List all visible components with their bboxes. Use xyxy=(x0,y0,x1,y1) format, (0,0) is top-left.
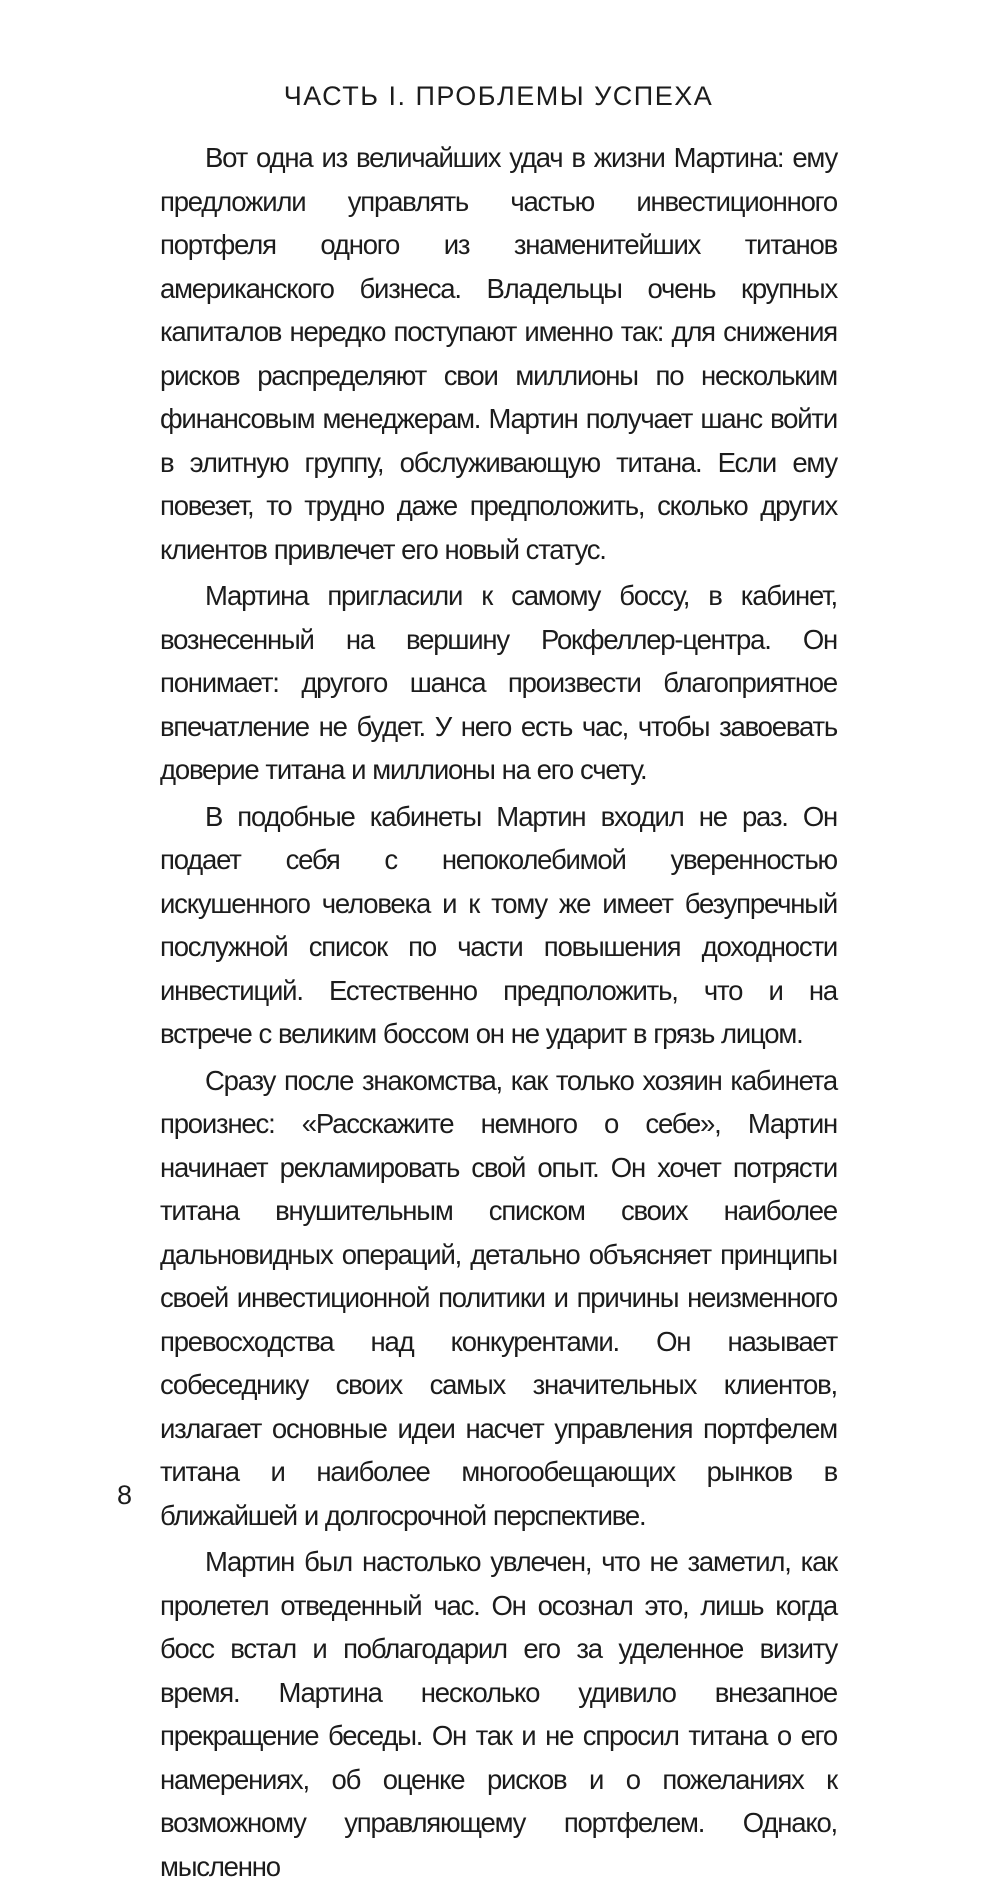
paragraph: В подобные кабинеты Мартин входил не раз. Он подает себя с непоколебимой уверенностью искушенного человека и к тому же имеет безупречный послужной список по части повышения доходности инвестиций. Естественно предположить, что и на встрече с великим боссом он не ударит в грязь лицом. xyxy=(160,800,837,1049)
running-header: ЧАСТЬ I. ПРОБЛЕМЫ УСПЕХА xyxy=(283,81,714,111)
page-number: 8 xyxy=(117,1480,133,1510)
paragraph: Сразу после знакомства, как только хозяин кабинета произнес: «Расскажите немного о себе», Мартин начинает рекламировать свой опыт. Он хочет потрясти титана внушительным списком своих наиболее дальновидных операций, детально объясняет принципы своей инвестиционной политики и причины неизменного превосходства над конкурентами. Он называет собеседнику своих самых значительных клиентов, излагает основные идеи насчет управления портфелем титана и наиболее многообещающих рынков в ближайшей и долгосрочной перспективе. xyxy=(160,1064,837,1531)
paragraph: Мартин был настолько увлечен, что не заметил, как пролетел отведенный час. Он осознал это, лишь когда босс встал и поблагодарил его за уделенное визиту время. Мартина несколько удивило внезапное прекращение беседы. Он так и не спросил титана о его намерениях, об оценке рисков и о пожеланиях к возможному управляющему портфелем. Однако, мысленно xyxy=(160,1546,837,1882)
paragraph: Мартина пригласили к самому боссу, в кабинет, вознесенный на вершину Рокфеллер-центра. Он понимает: другого шанса произвести благоприятное впечатление не будет. У него есть час, чтобы завоевать доверие титана и миллионы на его счету. xyxy=(160,580,837,785)
body-text xyxy=(160,136,837,1891)
paragraph: Вот одна из величайших удач в жизни Мартина: ему предложили управлять частью инвестиционного портфеля одного из знаменитейших титанов американского бизнеса. Владельцы очень крупных капиталов нередко поступают именно так: для снижения рисков распределяют свои миллионы по нескольким финансовым менеджерам. Мартин получает шанс войти в элитную группу, обслуживающую титана. Если ему повезет, то трудно даже предположить, сколько других клиентов привлечет его новый статус. xyxy=(160,142,837,565)
